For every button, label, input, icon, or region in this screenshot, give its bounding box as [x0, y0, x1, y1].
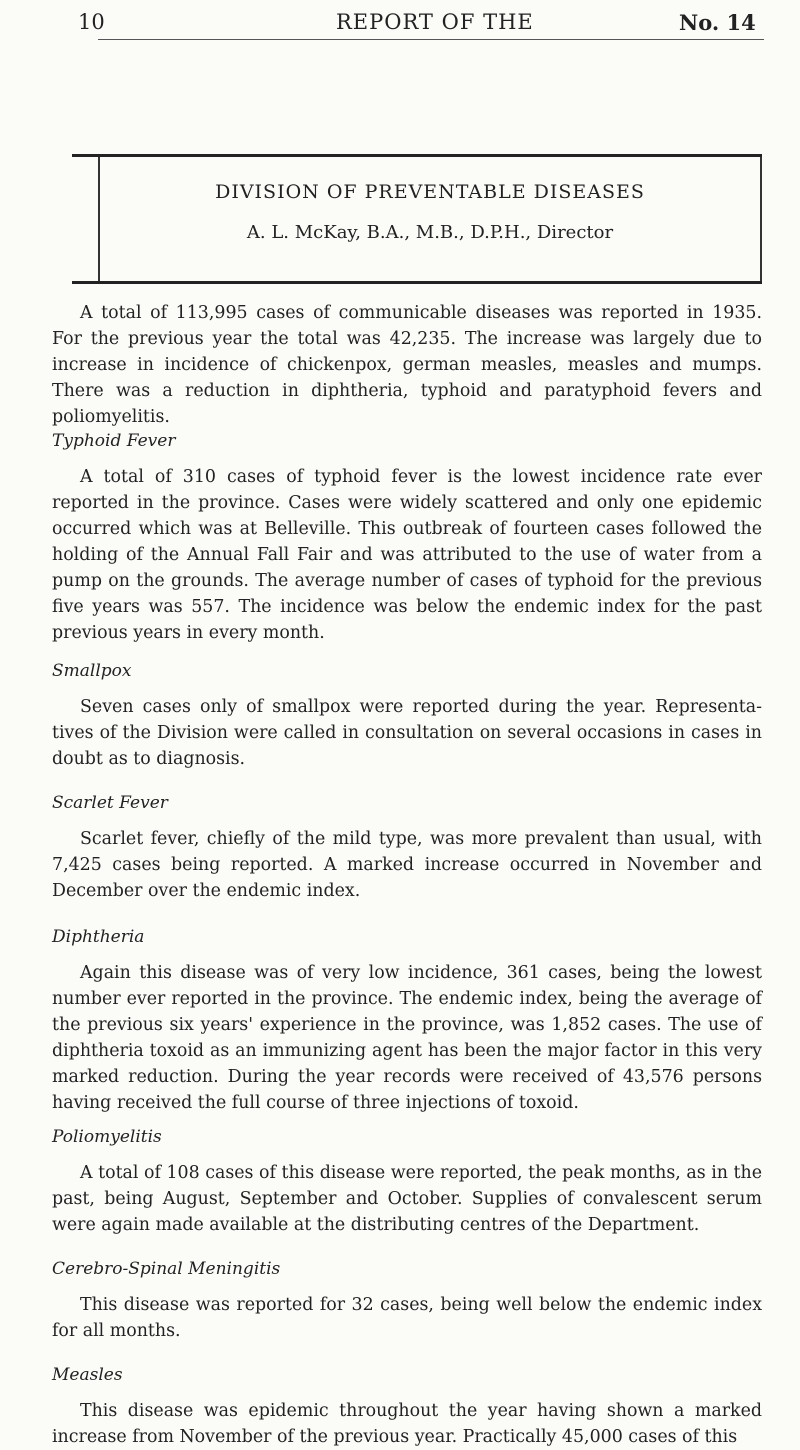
- division-title-box: [98, 154, 762, 284]
- intro-paragraph: A total of 113,995 cases of communicable diseases was reported in 1935. For the previous year the total was 42,235. The increase was largely due to increase in incidence of chickenpox, german measles, measles and mumps. There was a reduction in diphtheria, typhoid and paratyphoid fevers and poliomyelitis.: [52, 303, 762, 427]
- director-line: A. L. McKay, B.A., M.B., D.P.H., Director: [246, 222, 614, 243]
- section-heading: Cerebro-Spinal Meningitis: [52, 1259, 281, 1279]
- header-rule: [98, 39, 764, 40]
- page-number: 10: [78, 10, 105, 34]
- section-paragraph: This disease was epidemic throughout the year having shown a marked increase from November of the previous year. Practically 45,000 cases of this: [52, 1401, 762, 1447]
- section-heading: Scarlet Fever: [52, 793, 168, 813]
- section-diphtheria: [52, 924, 762, 1116]
- section-scarlet-fever: [52, 790, 762, 904]
- division-title: DIVISION OF PREVENTABLE DISEASES: [215, 181, 645, 203]
- section-paragraph: Again this disease was of very low incidence, 361 cases, being the lowest number ever reported in the province. The endemic index, being the average of the previous six years' experience in the province, was 1,852 cases. The use of diphtheria toxoid as an immunizing agent has been the major factor in this very marked reduction. During the year records were received of 43,576 persons having received the full course of three injections of toxoid.: [52, 963, 762, 1113]
- section-heading: Smallpox: [52, 661, 132, 681]
- running-title: REPORT OF THE: [336, 10, 534, 34]
- section-cerebro-spinal-meningitis: [52, 1256, 762, 1344]
- intro-section: [52, 300, 762, 430]
- section-smallpox: [52, 658, 762, 772]
- section-typhoid-fever: [52, 428, 762, 646]
- section-heading: Poliomyelitis: [52, 1127, 162, 1147]
- section-paragraph: Seven cases only of smallpox were reported during the year. Representa-tives of the Division were called in consultation on several occasions in cases in doubt as to diagnosis.: [52, 697, 762, 769]
- issue-number: No. 14: [679, 10, 756, 35]
- section-poliomyelitis: [52, 1124, 762, 1238]
- section-heading: Measles: [52, 1365, 123, 1385]
- section-heading: Diphtheria: [52, 927, 145, 947]
- section-measles: [52, 1362, 762, 1450]
- section-paragraph: This disease was reported for 32 cases, being well below the endemic index for all months.: [52, 1295, 762, 1341]
- section-paragraph: A total of 310 cases of typhoid fever is the lowest incidence rate ever reported in the province. Cases were widely scattered and only one epidemic occurred which was at Belleville. This outbreak of fourteen cases followed the holding of the Annual Fall Fair and was attributed to the use of water from a pump on the grounds. The average number of cases of typhoid for the previous five years was 557. The incidence was below the endemic index for the past previous years in every month.: [52, 467, 762, 643]
- section-heading: Typhoid Fever: [52, 431, 176, 451]
- section-paragraph: A total of 108 cases of this disease were reported, the peak months, as in the past, being August, September and October. Supplies of convalescent serum were again made available at the distributing centres of the Department.: [52, 1163, 762, 1235]
- page-header: [0, 0, 800, 40]
- section-paragraph: Scarlet fever, chiefly of the mild type, was more prevalent than usual, with 7,425 cases being reported. A marked increase occurred in November and December over the endemic index.: [52, 829, 762, 901]
